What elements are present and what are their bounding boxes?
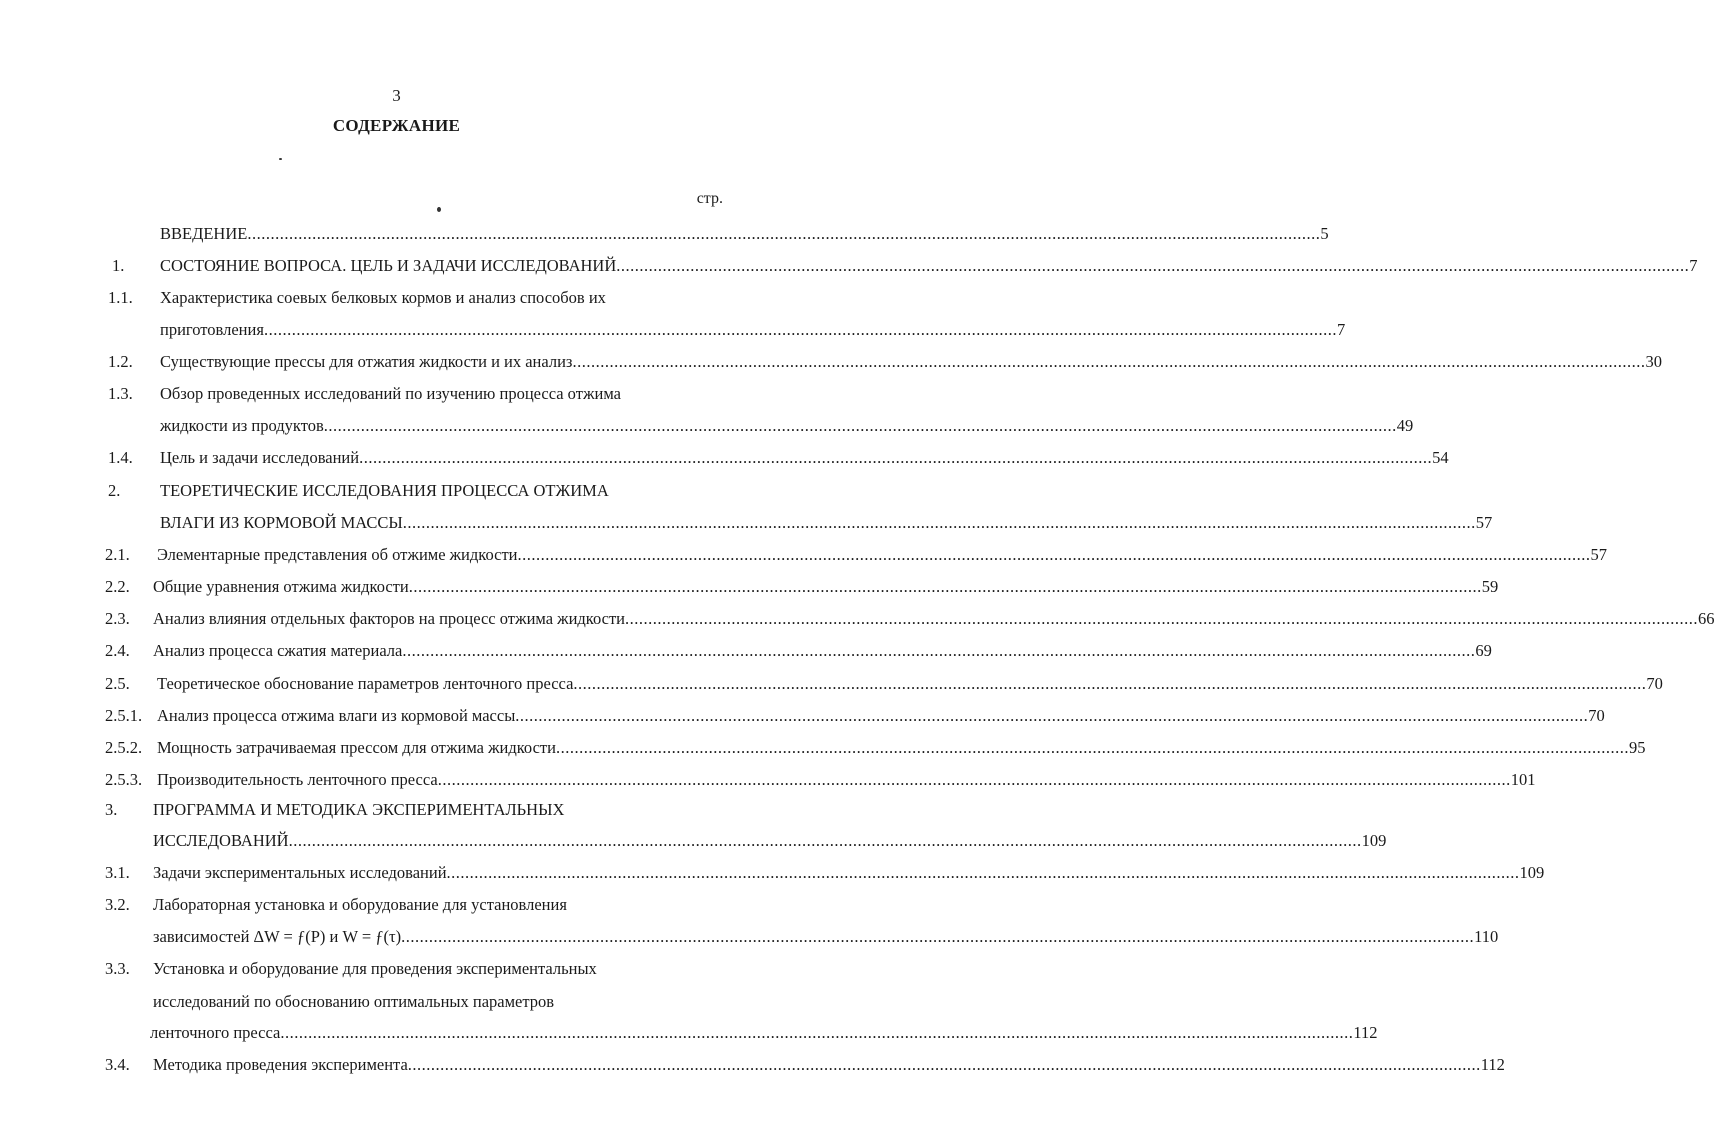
toc-entry-title: ПРОГРАММА И МЕТОДИКА ЭКСПЕРИМЕНТАЛЬНЫХ <box>153 800 565 819</box>
toc-leader-dots <box>573 672 1646 696</box>
toc-entry <box>0 736 1646 760</box>
toc-entry-title: Общие уравнения отжима жидкости <box>153 577 409 596</box>
toc-entry-page: 66 <box>1698 609 1715 628</box>
toc-entry <box>0 672 1663 696</box>
toc-leader-dots <box>401 925 1474 949</box>
toc-entry <box>0 990 723 1014</box>
toc-entry-title: ВВЕДЕНИЕ <box>160 224 248 243</box>
toc-leader-dots <box>359 446 1432 470</box>
toc-entry-page: 7 <box>1336 320 1346 339</box>
toc-leader-dots <box>616 254 1689 278</box>
toc-entry-title: Лабораторная установка и оборудование для установления <box>153 895 567 914</box>
toc-entry-page: 109 <box>1361 831 1387 850</box>
toc-entry-title: Анализ процесса отжима влаги из кормовой массы <box>157 706 516 725</box>
toc-entry <box>0 1021 1378 1045</box>
toc-leader-dots <box>572 350 1645 374</box>
toc-entry <box>0 511 1493 535</box>
toc-entry-number: 1.4. <box>108 448 133 467</box>
toc-leader-dots <box>408 1053 1481 1077</box>
toc-entry <box>0 222 1329 246</box>
toc-entry-page: 112 <box>1353 1023 1378 1042</box>
toc-leader-dots <box>264 318 1337 342</box>
toc-entry-title: Цель и задачи исследований <box>160 448 360 467</box>
toc-entry-page: 57 <box>1590 545 1607 564</box>
toc-entry-title: приготовления <box>160 320 264 339</box>
scan-speck <box>279 158 282 160</box>
toc-leader-dots <box>289 829 1362 853</box>
toc-entry-title: зависимостей ΔW = ƒ(P) и W = ƒ(τ) <box>153 927 402 946</box>
toc-entry-page: 109 <box>1519 863 1545 882</box>
toc-entry-number: 1.3. <box>108 384 133 403</box>
toc-entry-page: 70 <box>1646 674 1663 693</box>
toc-entry-page: 70 <box>1588 706 1605 725</box>
toc-entry <box>0 254 1698 278</box>
toc-entry-number: 2.5.1. <box>105 706 143 725</box>
toc-entry <box>0 957 723 981</box>
toc-leader-dots <box>280 1021 1353 1045</box>
toc-entry-number: 2.5.2. <box>105 738 143 757</box>
toc-leader-dots <box>625 607 1698 631</box>
toc-entry-title: ленточного пресса <box>150 1023 281 1042</box>
toc-entry <box>0 925 1499 949</box>
toc-entry-number: 2.3. <box>105 609 130 628</box>
toc-entry-page: 95 <box>1628 738 1646 757</box>
scan-speck <box>437 207 441 212</box>
toc-entry-number: 3.3. <box>105 959 130 978</box>
toc-leader-dots <box>409 575 1482 599</box>
toc-entry-title: ВЛАГИ ИЗ КОРМОВОЙ МАССЫ <box>160 513 403 532</box>
toc-leader-dots <box>515 704 1588 728</box>
toc-entry <box>0 893 723 917</box>
toc-entry-title: Установка и оборудование для проведения экспериментальных <box>153 959 597 978</box>
toc-entry-number: 3.1. <box>105 863 130 882</box>
toc-entry-number: 3. <box>105 800 118 819</box>
toc-entry-page: 5 <box>1320 224 1329 243</box>
toc-leader-dots <box>447 861 1520 885</box>
toc-entry-title: Теоретическое обоснование параметров ленточного пресса <box>157 674 574 693</box>
toc-entry-number: 2.5. <box>105 674 130 693</box>
toc-entry-title: Мощность затрачиваемая прессом для отжима жидкости <box>157 738 556 757</box>
toc-entry-page: 110 <box>1474 927 1499 946</box>
toc-leader-dots <box>556 736 1629 760</box>
toc-leader-dots <box>518 543 1591 567</box>
toc-entry-number: 1.2. <box>108 352 133 371</box>
toc-entry <box>0 639 1492 663</box>
page-number: 3 <box>392 86 401 105</box>
toc-entry-title: жидкости из продуктов <box>160 416 324 435</box>
toc-entry <box>0 607 1715 631</box>
toc-entry-title: ИССЛЕДОВАНИЙ <box>153 831 289 850</box>
toc-entry-title: СОСТОЯНИЕ ВОПРОСА. ЦЕЛЬ И ЗАДАЧИ ИССЛЕДОВАНИЙ <box>160 256 617 275</box>
toc-entry-title: Анализ процесса сжатия материала <box>153 641 403 660</box>
toc-leader-dots <box>247 222 1320 246</box>
toc-entry-page: 69 <box>1475 641 1492 660</box>
toc-entry <box>0 446 1449 470</box>
toc-entry-title: Анализ влияния отдельных факторов на процесс отжима жидкости <box>153 609 626 628</box>
toc-entry <box>0 543 1607 567</box>
toc-entry-page: 112 <box>1480 1055 1505 1074</box>
toc-entry-title: ТЕОРЕТИЧЕСКИЕ ИССЛЕДОВАНИЯ ПРОЦЕССА ОТЖИМА <box>160 481 609 500</box>
toc-entry <box>0 318 1346 342</box>
page-column-label: стр. <box>696 190 723 207</box>
toc-entry <box>0 575 1499 599</box>
toc-entry <box>0 286 723 310</box>
toc-entry-number: 2.1. <box>105 545 130 564</box>
toc-entry <box>0 768 1536 792</box>
toc-leader-dots <box>402 639 1475 663</box>
toc-entry-page: 30 <box>1645 352 1662 371</box>
toc-entry <box>0 414 1414 438</box>
toc-entry-number: 1.1. <box>108 288 133 307</box>
toc-entry-number: 2. <box>108 481 121 500</box>
toc-entry-title: Производительность ленточного пресса <box>157 770 438 789</box>
toc-entry <box>0 861 1545 885</box>
toc-entry-title: Существующие прессы для отжатия жидкости и их анализ <box>160 352 573 371</box>
toc-entry-title: Задачи экспериментальных исследований <box>153 863 447 882</box>
toc-entry <box>0 829 1387 853</box>
toc-entry-page: 59 <box>1481 577 1499 596</box>
toc-entry <box>0 798 723 822</box>
toc-entry-number: 3.4. <box>105 1055 130 1074</box>
page-title: СОДЕРЖАНИЕ <box>332 116 461 135</box>
toc-entry-page: 7 <box>1689 256 1698 275</box>
toc-entry-title: Элементарные представления об отжиме жидкости <box>157 545 518 564</box>
toc-entry <box>0 350 1662 374</box>
toc-leader-dots <box>403 511 1476 535</box>
toc-entry-number: 1. <box>112 256 125 275</box>
toc-entry-number: 3.2. <box>105 895 130 914</box>
toc-entry <box>0 479 723 503</box>
toc-leader-dots <box>324 414 1397 438</box>
toc-entry-title: исследований по обоснованию оптимальных параметров <box>153 992 555 1011</box>
toc-entry-number: 2.5.3. <box>105 770 143 789</box>
toc-entry-title: Обзор проведенных исследований по изучению процесса отжима <box>160 384 622 403</box>
toc-entry <box>0 382 723 406</box>
toc-entry-page: 49 <box>1396 416 1414 435</box>
toc-entry-number: 2.4. <box>105 641 130 660</box>
toc-entry-page: 101 <box>1510 770 1536 789</box>
toc-leader-dots <box>438 768 1511 792</box>
toc-entry-title: Методика проведения эксперимента <box>153 1055 408 1074</box>
toc-entry-number: 2.2. <box>105 577 130 596</box>
toc-entry <box>0 1053 1505 1077</box>
toc-entry-page: 54 <box>1432 448 1449 467</box>
toc-entry-title: Характеристика соевых белковых кормов и анализ способов их <box>160 288 606 307</box>
toc-entry-page: 57 <box>1475 513 1493 532</box>
toc-entry <box>0 704 1605 728</box>
